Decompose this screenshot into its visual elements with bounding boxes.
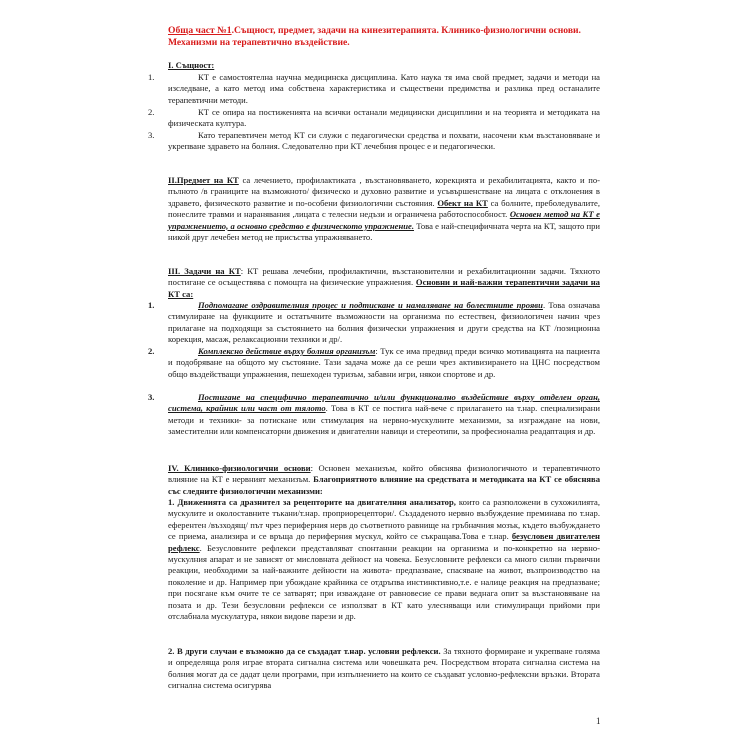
title-part-label: Обща част №1 bbox=[168, 25, 232, 36]
list-number: 1. bbox=[148, 300, 155, 310]
section-4-intro: IV. Клинико-физиологични основи: Основен механизъм, който обяснява физиологичното и терапевтичното влияние на КТ е нервният механизъм. Благоприятното влияние на средствата и методиката на КТ се обяснява със следните физиологични механизми: bbox=[168, 463, 600, 496]
list-number: 2. bbox=[148, 346, 155, 356]
section-2-paragraph: II.Предмет на КТ са лечението, профилактиката , възстановяването, корекцията и рехабилитацията, както и по-пълното /в границите на възможното/ физическо и духовно развитие и усъвършенстване на лицата с отклонения в здравето, физическото развитие и по-особени физиологични състояния. Обект на КТ са болните, преболедувалите, понеслите травми и наранявания ,лицата с телесни недъзи и ограничена работоспособност. Основен метод на КТ е упражнението, а основно средство е физическото упражнение. Това е най-специфичната черта на КТ, защото при никой друг лечебен метод не присъства упражняването. bbox=[168, 175, 601, 243]
section-2-heading: II.Предмет на КТ bbox=[168, 175, 239, 185]
list-number: 1. bbox=[148, 72, 155, 82]
section-4-heading: IV. Клинико-физиологични основи bbox=[168, 463, 311, 473]
object-heading: Обект на КТ bbox=[437, 197, 488, 208]
title-text: .Същност, предмет, задачи на кинезитерапията. Клинико-физиологични основи. Механизми на терапевтично въздействие. bbox=[168, 25, 581, 49]
section-4-point-1: 1. Движенията са дразнител за рецепторите на двигателния анализатор, които са разположени в сухожилията, мускулите и околоставните тъкани/т.нар. проприорецептори/. Създаденото нервно възбуждение преминава по т.нар. еферентен /възходящ/ път чрез периферния нерв до съответното равнище на гръбначния мозък, където възбуждането се приема, анализира и се връща до периферния мускул, който се съкращава.Това е т.нар. безусловен двигателен рефлекс. Безусловните рефлекси представляват спонтанни реакции на организма и по-конкретно на нервно-мускулния апарат и не зависят от мисловната дейност на човека. Безусловните рефлекси са много силни първични реакции, необходими за най-важните дейности на живота- предпазване, спасяване на живот, възпроизводство на поколение и др. Например при убождане крайника се отдръпва инстинктивно,т.е. е налице реакция на предпазване; при посягане към очите те се затварят; при изваждане от равновесие се прави веднага опит за възстановяване на позата и др. Тези безусловни рефлекси се използват в КТ като улесняващи или стимулиращи прийоми при отслабнала мускулатура, някои видове парези и др. bbox=[168, 497, 600, 622]
list-item: Комплексно действие върху болния организъм: Тук се има предвид преди всичко мотивацията на пациента и подобряване на общото му състояние. Тази задача може да се реши чрез активизирането на ЦНС посредством общо въздействащи упражнения, пешеходен туризъм, забавни игри, някои спортове и др. bbox=[168, 346, 600, 379]
method-heading: Основен метод на КТ е упражнението, а основно средство е физическото упражнение. bbox=[168, 209, 600, 231]
list-number: 3. bbox=[148, 392, 155, 402]
list-number: 3. bbox=[148, 130, 155, 140]
section-3-subheading: Основни и най-важни терапевтични задачи на КТ са: bbox=[168, 277, 600, 299]
section-3-heading: III. Задачи на КТ bbox=[168, 266, 241, 276]
section-1-heading: I. Същност: bbox=[168, 60, 215, 70]
unconditioned-reflex-term: безусловен двигателен рефлекс bbox=[168, 531, 600, 553]
list-number: 2. bbox=[148, 107, 155, 117]
list-item: КТ е самостоятелна научна медицинска дисциплина. Като наука тя има свой предмет, задачи и методи на изследване, а като метод има собствена характеристика и съществени предимства и разлика пред останалите терапевтични методи. bbox=[168, 72, 600, 105]
list-item: Постигане на специфично терапевтично и/или функционално въздействие върху отделен орган, система, крайник или част от тялото. Това в КТ се постига най-вече с прилагането на т.нар. специализирани методи и техники- за потискане или стимулация на нервно-мускулните механизми, за изграждане на нови, заместителни или компенсаторни движения и двигателни навици и стереотипи, за професионална реадаптация и др. bbox=[168, 392, 600, 437]
list-item: КТ се опира на постиженията на всички останали медицински дисциплини и на теорията и методиката на физическата култура. bbox=[168, 107, 600, 129]
list-item: Подпомагане оздравителния процес и подтискане и намаляване на болестните прояви. Това означава стимулиране на функциите и остатъчните възможности на организма по естествен, физиологичен начин чрез прилагане на подходящи за състоянието на болния физически упражнения и други средства на КТ /позиционна корекция, масаж, релаксационни техники и др/. bbox=[168, 300, 600, 345]
list-item: Като терапевтичен метод КТ си служи с педагогически средства и похвати, насочени към възстановяване и укрепване здравето на болния. Следователно при КТ лечебния процес е и педагогически. bbox=[168, 130, 600, 152]
document-title bbox=[168, 25, 608, 50]
page-number: 1 bbox=[596, 716, 601, 726]
section-4-point-2: 2. В други случаи е възможно да се създадат т.нар. условни рефлекси. За тяхното формиране и укрепване голяма и определяща роля играе втората сигнална система или човешката реч. Посредством втората сигнална система на болния могат да се дадат цели програми, при изпълнението на които се създават условно-рефлексни връзки. Втората сигнална система осигурява bbox=[168, 646, 600, 691]
section-3-paragraph: III. Задачи на КТ: КТ решава лечебни, профилактични, възстановителни и рехабилитационни задачи. Тяхното постигане се осъществява с помощта на физические упражнения. Основни и най-важни терапевтични задачи на КТ са: bbox=[168, 266, 600, 299]
